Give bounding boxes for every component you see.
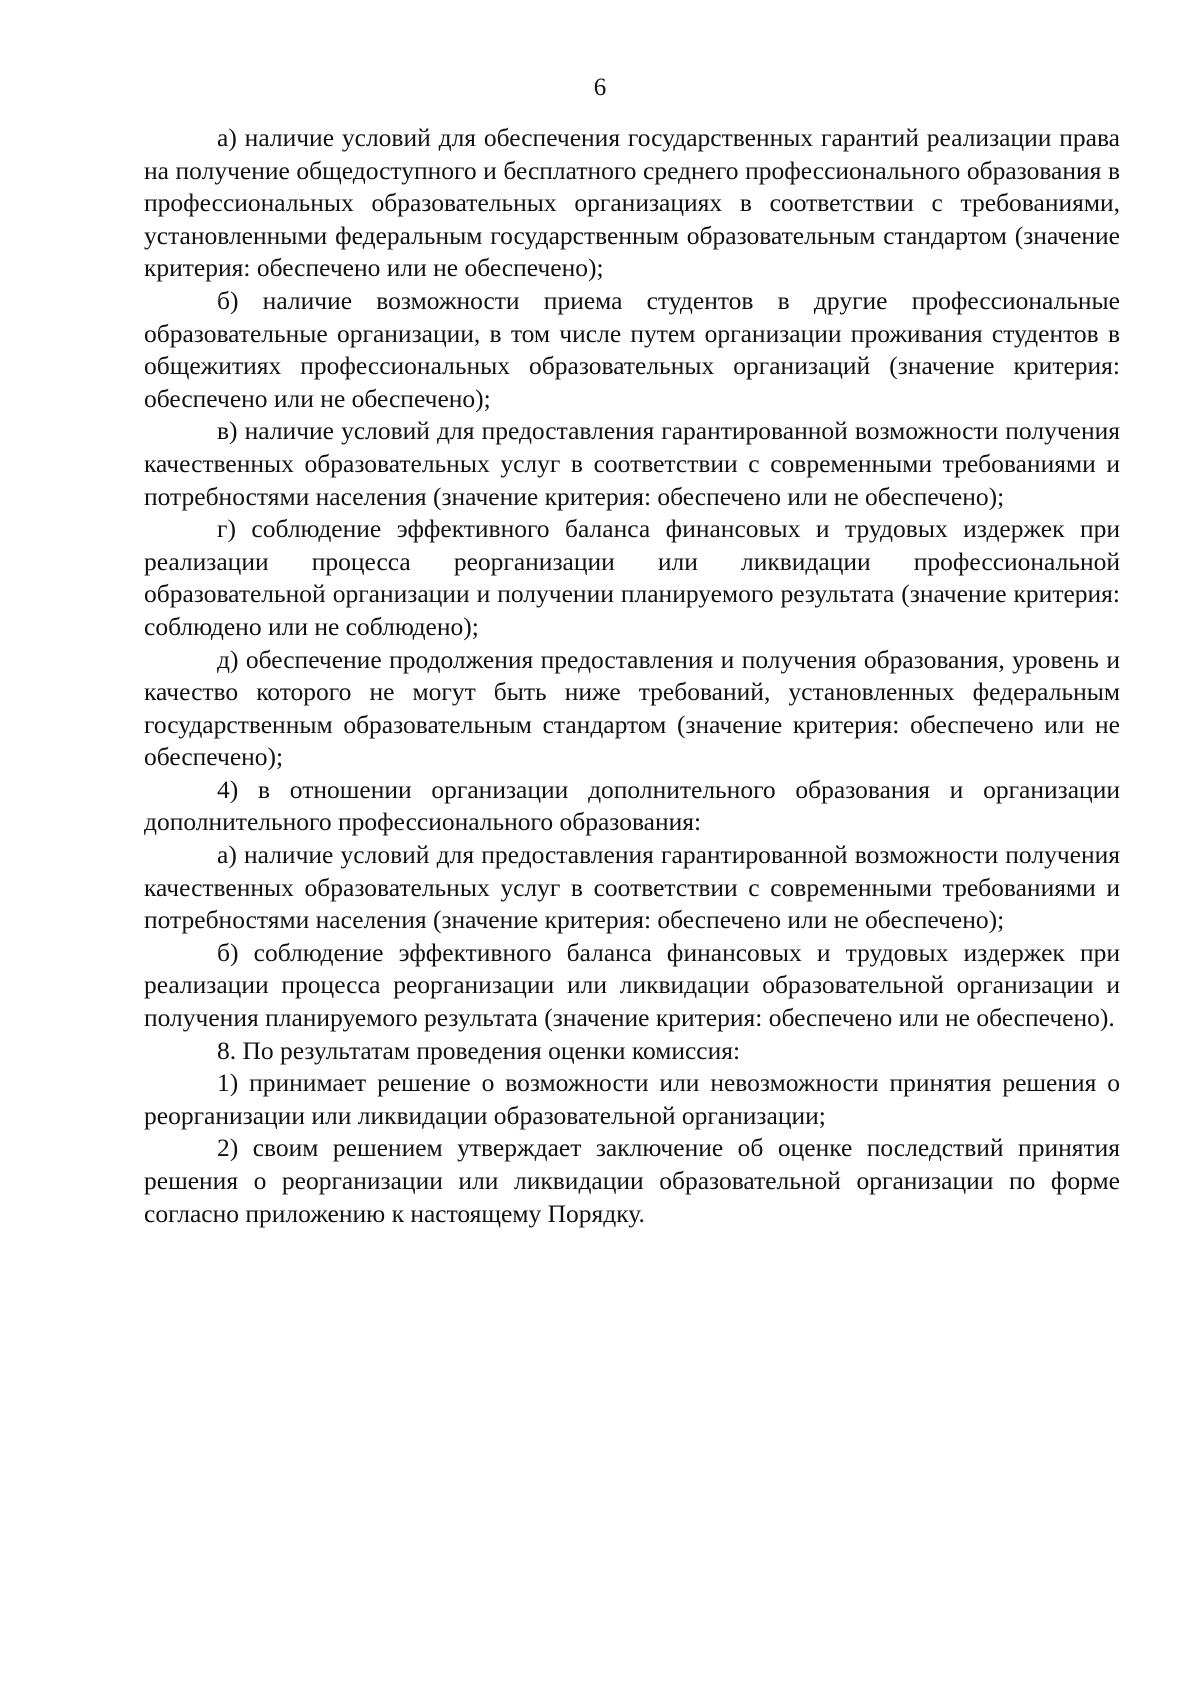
page-number: 6 <box>593 74 607 101</box>
paragraph-8-2-conclusion: 2) своим решением утверждает заключение об оценке последствий принятия решения о реорганизации или ликвидации образовательной организации по форме согласно приложению к настоящему Порядку. <box>144 1133 1120 1228</box>
paragraph-2g-cost-balance: г) соблюдение эффективного баланса финансовых и трудовых издержек при реализации процесса реорганизации или ликвидации профессиональной образовательной организации и получении планируемого результата (значение критерия: соблюдено или не соблюдено); <box>144 514 1120 641</box>
paragraph-2d-continuation: д) обеспечение продолжения предоставления и получения образования, уровень и качество которого не могут быть ниже требований, установленных федеральным государственным образовательным стандартом (значение критерия: обеспечено или не обеспечено); <box>144 644 1120 772</box>
paragraph-4a-quality-services: а) наличие условий для предоставления гарантированной возможности получения качественных образовательных услуг в соответствии с современными требованиями и потребностями населения (значение критерия: обеспечено или не обеспечено); <box>144 840 1120 935</box>
paragraph-8-commission-results: 8. По результатам проведения оценки комиссия: <box>217 1035 741 1065</box>
paragraph-8-1-decision: 1) принимает решение о возможности или невозможности принятия решения о реорганизации или ликвидации образовательной организации; <box>144 1068 1120 1130</box>
paragraph-2v-quality-services: в) наличие условий для предоставления гарантированной возможности получения качественных образовательных услуг в соответствии с современными требованиями и потребностями населения (значение критерия: обеспечено или не обеспечено); <box>144 416 1120 511</box>
paragraph-2b-student-transfer: б) наличие возможности приема студентов в другие профессиональные образовательные организации, в том числе путем организации проживания студентов в общежитиях профессиональных образовательных организаций (значение критерия: обеспечено или не обеспечено); <box>144 285 1120 413</box>
document-body <box>144 122 1120 1230</box>
paragraph-4-additional-education: 4) в отношении организации дополнительного образования и организации дополнительного профессионального образования: <box>144 774 1120 837</box>
paragraph-4b-cost-balance: б) соблюдение эффективного баланса финансовых и трудовых издержек при реализации процесса реорганизации или ликвидации образовательной организации и получения планируемого результата (значение критерия: обеспечено или не обеспечено). <box>144 937 1120 1033</box>
paragraph-2a-secondary-prof: а) наличие условий для обеспечения государственных гарантий реализации права на получение общедоступного и бесплатного среднего профессионального образования в профессиональных образовательных организациях в соответствии с требованиями, установленными федеральным государственным образовательным стандартом (значение критерия: обеспечено или не обеспечено); <box>144 123 1120 283</box>
